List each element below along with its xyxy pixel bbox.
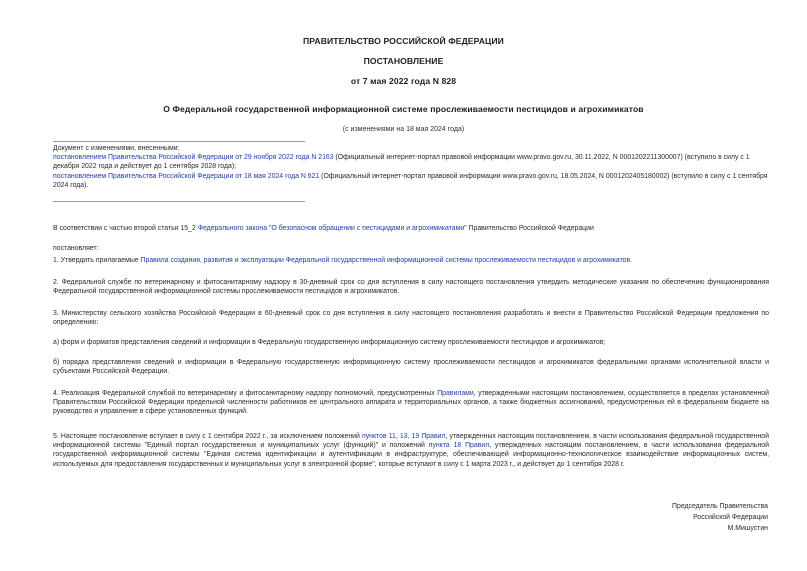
rules-link-2[interactable]: Правилами [437, 390, 474, 397]
rules-point-18-link[interactable]: пункта 18 Правил [428, 442, 490, 450]
p5-text-b: , утвержденных настоящим постановлением, в части использования федеральной государственной информационной системы "Единый портал государственных и муниципальных услуг (функций)" и положений [53, 433, 769, 450]
org-heading: ПРАВИТЕЛЬСТВО РОССИЙСКОЙ ФЕДЕРАЦИИ [303, 36, 504, 46]
federal-law-link[interactable]: Федерального закона "О безопасном обращении с пестицидами и агрохимикатами" [197, 225, 467, 232]
preamble-text-b: Правительство Российской Федерации [466, 225, 594, 232]
paragraph-2: 2. Федеральной службе по ветеринарному и фитосанитарному надзору в 30-дневный срок со дня вступления в силу настоящего постановления утвердить методические указания по обеспечению функционирования Федеральной государственной информационной системы прослеживаемости пестицидов и агрохимикатов. [53, 279, 769, 296]
p5-text-a: 5. Настоящее постановление вступает в силу с 1 сентября 2022 г., за исключением положений [53, 433, 362, 440]
edition-note: (с изменениями на 18 мая 2024 года) [342, 126, 465, 133]
rules-points-link[interactable]: пунктов 11, 13, 19 Правил [361, 433, 446, 440]
changes-top-divider [53, 141, 305, 142]
p4-text-a: 4. Реализация Федеральной службой по ветеринарному и фитосанитарному надзору полномочий, предусмотренных [53, 390, 438, 397]
p1-text-a: 1. Утвердить прилагаемые [53, 257, 141, 264]
signature-org: Российской Федерации [693, 514, 768, 521]
changes-intro: Документ с изменениями, внесенными: [53, 145, 180, 152]
paragraph-1 [53, 256, 769, 265]
change-item-2-text: (Официальный интернет-портал правовой информации www.pravo.gov.ru, 18.05.2024, N 0001202405180002) (вступило в силу с 1 сентября 2024 года). [53, 172, 768, 189]
signature-position: Председатель Правительства [672, 503, 768, 510]
paragraph-3: 3. Министерству сельского хозяйства Российской Федерации в 60-дневный срок со дня вступления в силу настоящего постановления разработать и внести в Правительство Российской Федерации предложения по определению: [53, 310, 769, 327]
date-number-heading: от 7 мая 2022 года N 828 [350, 76, 457, 86]
document-title: О Федеральной государственной информационной системе прослеживаемости пестицидов и агрохимикатов [163, 104, 644, 114]
changes-bottom-divider [53, 201, 305, 202]
change-item-2 [53, 172, 769, 190]
change-item-1-text: (Официальный интернет-портал правовой информации www.pravo.gov.ru, 30.11.2022, N 0001202211300007) (вступило в силу с 1 декабря 2022 года и действует до 1 сентября 2028 года); [53, 154, 750, 171]
p1-text-b: . [630, 257, 633, 264]
postanovlyaet: постановляет: [53, 245, 99, 252]
changes-block [53, 144, 769, 190]
preamble [53, 224, 769, 233]
change-link-2163[interactable]: постановлением Правительства Российской Федерации от 29 ноября 2022 года N 2163 [53, 154, 334, 162]
paragraph-4 [53, 389, 769, 417]
paragraph-5 [53, 432, 769, 469]
rules-link[interactable]: Правила создания, развития и эксплуатации Федеральной государственной информационной системы прослеживаемости пестицидов и агрохимикатов [140, 257, 631, 264]
preamble-text-a: В соответствии с частью второй статьи 15_2 [53, 225, 198, 232]
doc-type-heading: ПОСТАНОВЛЕНИЕ [363, 56, 444, 66]
paragraph-3b: б) порядка представления сведений и информации в Федеральную государственную информационную систему прослеживаемости пестицидов и агрохимикатов федеральными органами исполнительной власти и субъектами Российской Федерации. [53, 359, 769, 376]
change-link-621[interactable]: постановлением Правительства Российской Федерации от 18 мая 2024 года N 621 [53, 172, 320, 180]
p5-text-c: , утвержденных настоящим постановлением, в части использования федеральной государственной информационной системы "Единая система идентификации и аутентификации в инфраструктуре, обеспечивающей информационно-технологическое взаимодействие информационных систем, используемых для предоставления государственных и муниципальных услуг в электронной форме", которые вступают в силу с 1 марта 2023 г., и действует до 1 сентября 2028 г. [53, 442, 769, 468]
change-item-1 [53, 153, 769, 171]
paragraph-3a: а) форм и форматов представления сведений и информации в Федеральную государственную информационную систему прослеживаемости пестицидов и агрохимикатов; [53, 339, 606, 346]
signature-name: М.Мишустин [727, 525, 768, 532]
p4-text-b: , утвержденными настоящим постановлением, осуществляется в пределах установленной Правительством Российской Федерации предельной численности работников ее центрального аппарата и территориальных органов, а также бюджетных ассигнований, предусмотренных ей в федеральном бюджете на руководство и управление в сфере установленных функций. [53, 390, 769, 416]
